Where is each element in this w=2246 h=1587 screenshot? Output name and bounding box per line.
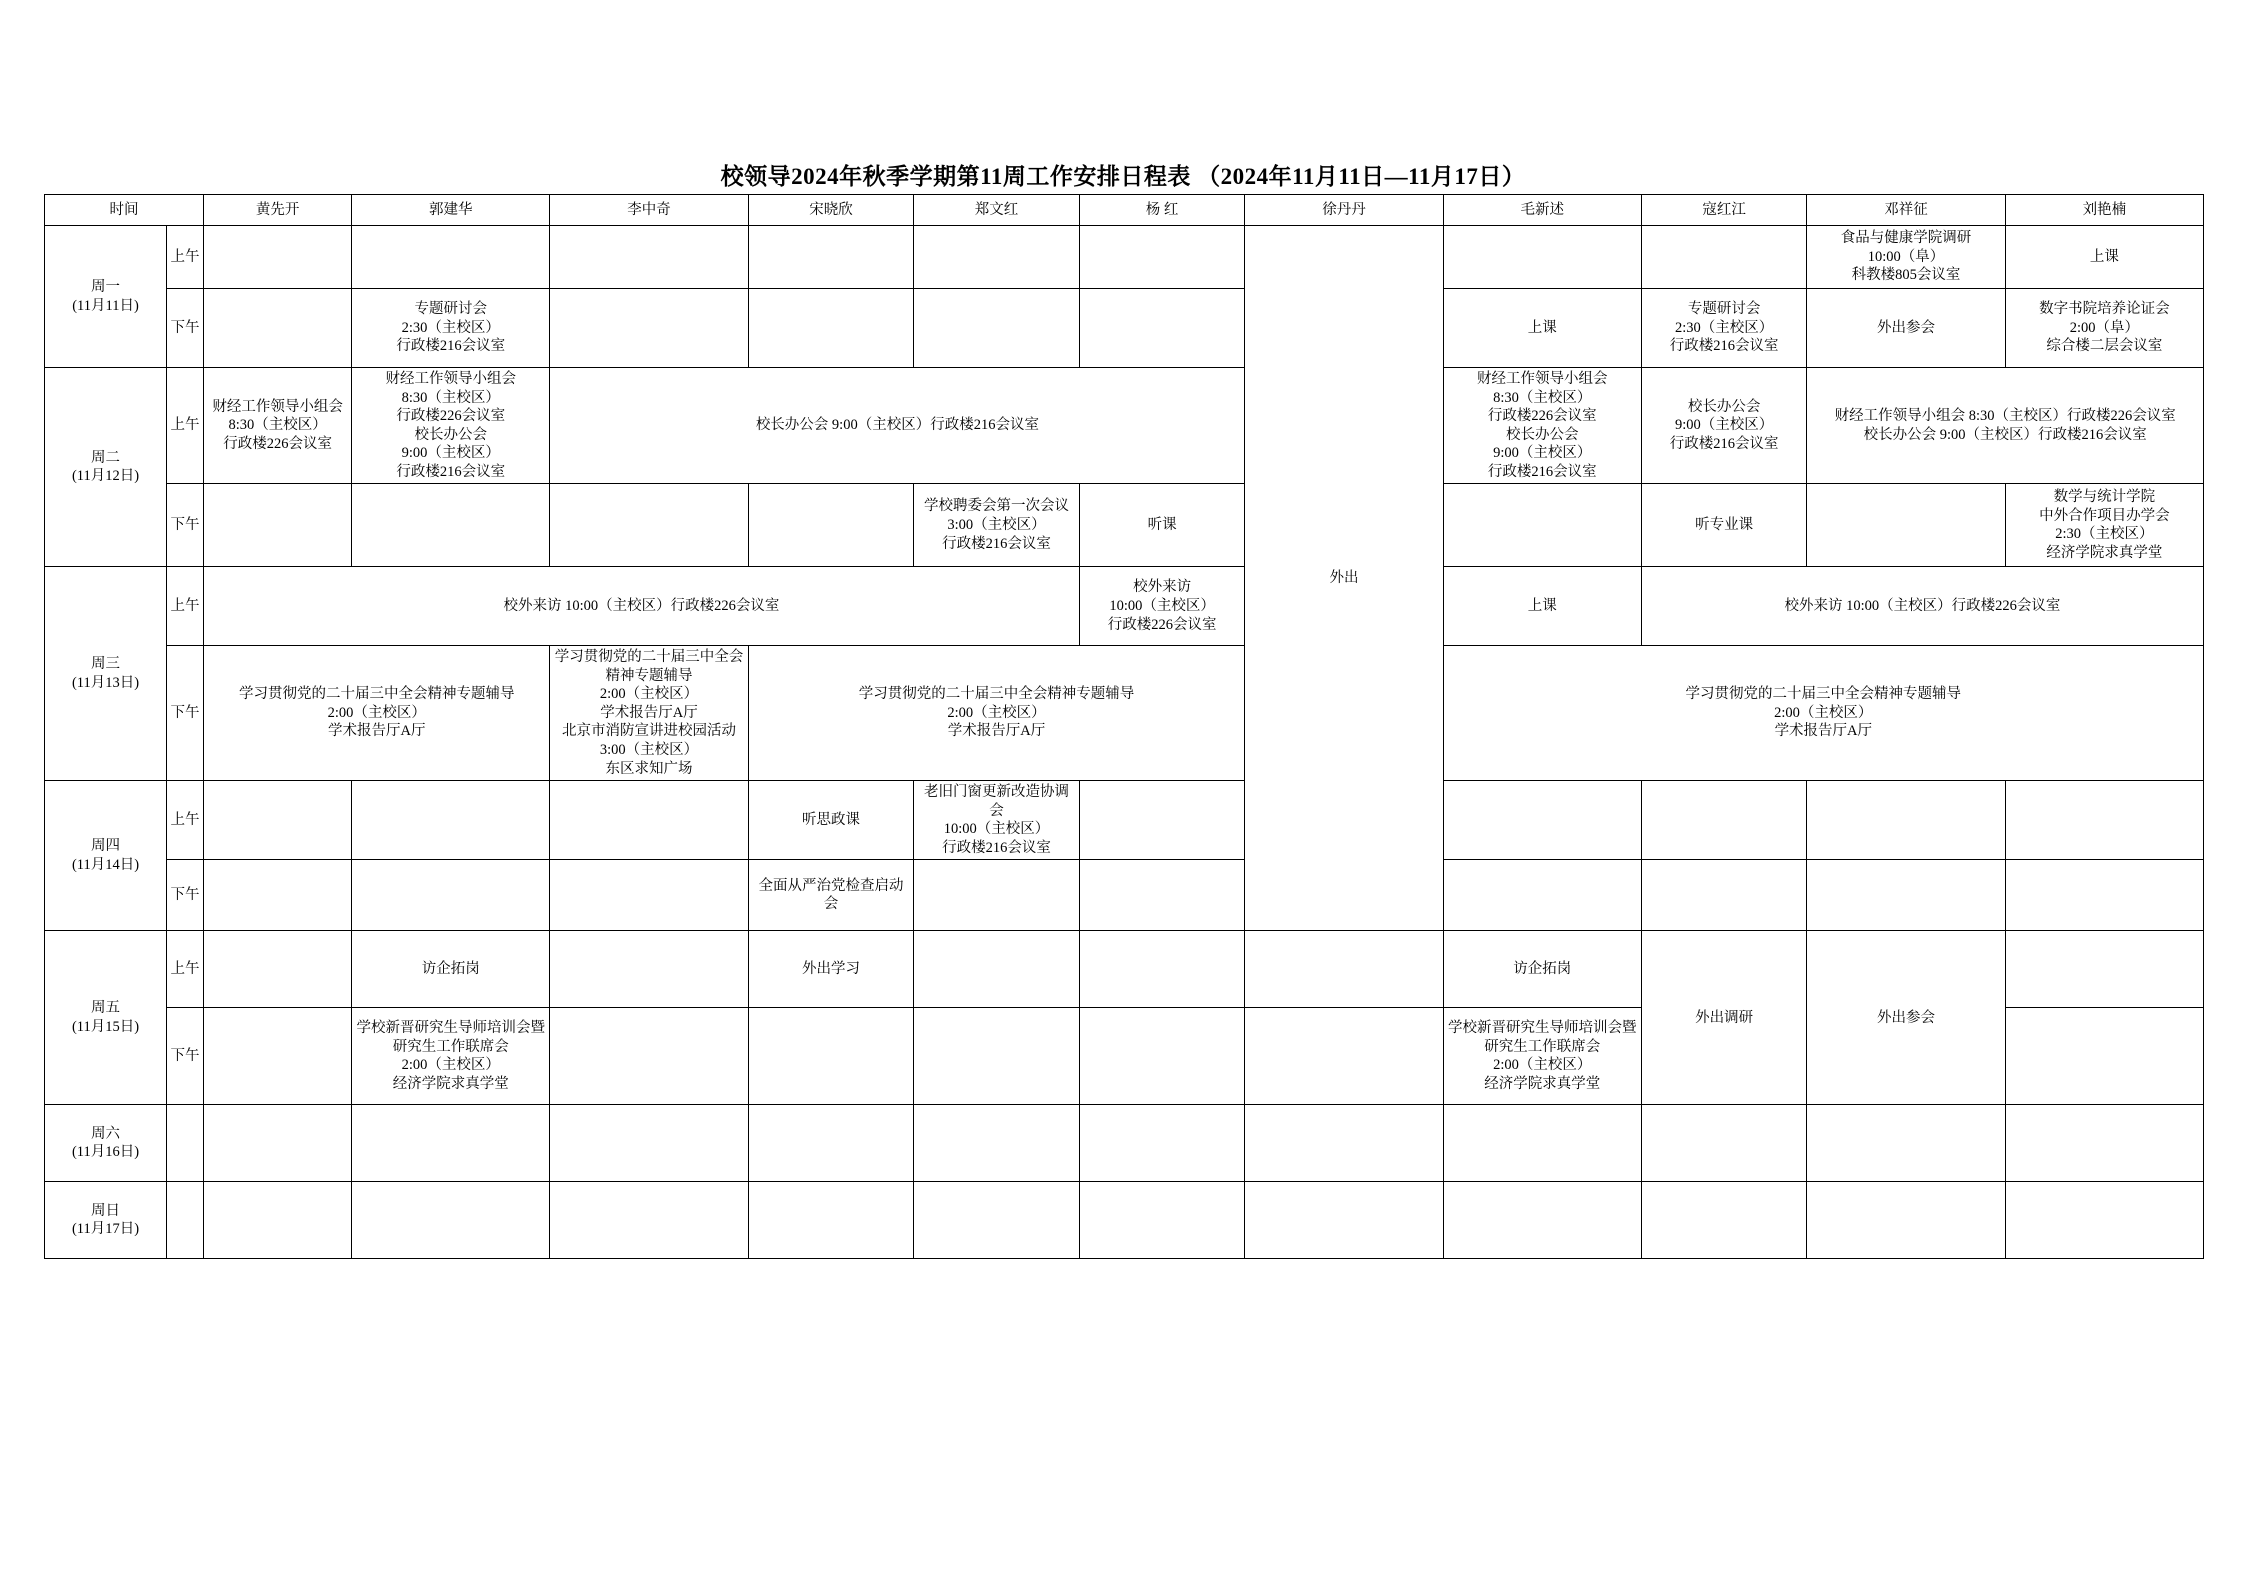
period-label-pm: 下午 — [167, 646, 204, 781]
cell-sat-lizhongqi — [550, 1105, 748, 1182]
cell-mon-pm-songxiaoxin — [748, 289, 914, 368]
cell-fri-am-lizhongqi — [550, 931, 748, 1008]
cell-sat-huangxiankai — [204, 1105, 352, 1182]
table-header-row — [45, 195, 2204, 226]
cell-sun-dengxiangzheng — [1807, 1182, 2005, 1259]
cell-thu-pm-yanghong — [1079, 860, 1245, 931]
table-row — [45, 781, 2204, 860]
cell-mon-pm-lizhongqi — [550, 289, 748, 368]
cell-mon-pm-zhengwenhong — [914, 289, 1080, 368]
cell-thu-am-maoxinshu — [1443, 781, 1641, 860]
cell-tue-am-huangxiankai: 财经工作领导小组会 8:30（主校区） 行政楼226会议室 — [204, 368, 352, 484]
cell-wed-am-visit-right: 校外来访 10:00（主校区）行政楼226会议室 — [1641, 567, 2203, 646]
cell-tue-am-presidents-meeting: 校长办公会 9:00（主校区）行政楼216会议室 — [550, 368, 1245, 484]
cell-fri-pm-zhengwenhong — [914, 1008, 1080, 1105]
column-header-kouhongjiang: 寇红江 — [1641, 195, 1807, 226]
day-name: 周二 — [91, 449, 120, 466]
cell-mon-am-lizhongqi — [550, 226, 748, 289]
cell-sat-zhengwenhong — [914, 1105, 1080, 1182]
cell-wed-pm-right-group: 学习贯彻党的二十届三中全会精神专题辅导 2:00（主校区） 学术报告厅A厅 — [1443, 646, 2203, 781]
cell-sun-guojianhua — [352, 1182, 550, 1259]
cell-mon-am-zhengwenhong — [914, 226, 1080, 289]
cell-tue-pm-liuyannan: 数学与统计学院 中外合作项目办学会 2:30（主校区） 经济学院求真学堂 — [2005, 484, 2203, 567]
period-label-pm: 下午 — [167, 1008, 204, 1105]
day-date: (11月14日) — [71, 856, 140, 873]
cell-sun-songxiaoxin — [748, 1182, 914, 1259]
day-label-thursday — [45, 781, 167, 931]
cell-tue-pm-guojianhua — [352, 484, 550, 567]
cell-tue-pm-kouhongjiang: 听专业课 — [1641, 484, 1807, 567]
day-name: 周三 — [91, 656, 120, 673]
cell-thu-am-guojianhua — [352, 781, 550, 860]
cell-thu-am-songxiaoxin: 听思政课 — [748, 781, 914, 860]
cell-thu-am-huangxiankai — [204, 781, 352, 860]
cell-wed-am-yanghong: 校外来访 10:00（主校区） 行政楼226会议室 — [1079, 567, 1245, 646]
cell-fri-am-zhengwenhong — [914, 931, 1080, 1008]
cell-fri-dengxiangzheng: 外出参会 — [1807, 931, 2005, 1105]
cell-mon-am-huangxiankai — [204, 226, 352, 289]
cell-mon-am-kouhongjiang — [1641, 226, 1807, 289]
cell-sun-kouhongjiang — [1641, 1182, 1807, 1259]
cell-fri-kouhongjiang: 外出调研 — [1641, 931, 1807, 1105]
column-header-dengxiangzheng: 邓祥征 — [1807, 195, 2005, 226]
cell-thu-am-liuyannan — [2005, 781, 2203, 860]
cell-tue-pm-songxiaoxin — [748, 484, 914, 567]
day-date: (11月12日) — [71, 468, 140, 485]
day-name: 周五 — [91, 1000, 120, 1017]
column-header-guojianhua: 郭建华 — [352, 195, 550, 226]
cell-tue-pm-huangxiankai — [204, 484, 352, 567]
cell-sat-dengxiangzheng — [1807, 1105, 2005, 1182]
cell-thu-am-dengxiangzheng — [1807, 781, 2005, 860]
table-row — [45, 289, 2204, 368]
cell-sat-songxiaoxin — [748, 1105, 914, 1182]
table-row — [45, 368, 2204, 484]
day-name: 周日 — [91, 1202, 120, 1219]
day-label-monday — [45, 226, 167, 368]
cell-mon-pm-huangxiankai — [204, 289, 352, 368]
page-title: 校领导2024年秋季学期第11周工作安排日程表 （2024年11月11日—11月17日） — [720, 164, 1526, 189]
cell-fri-am-xudandan — [1245, 931, 1443, 1008]
day-label-friday — [45, 931, 167, 1105]
cell-sat-yanghong — [1079, 1105, 1245, 1182]
cell-tue-am-dengxiangzheng: 财经工作领导小组会 8:30（主校区）行政楼226会议室 校长办公会 9:00（主校区）行政楼216会议室 — [1807, 368, 2204, 484]
cell-thu-pm-dengxiangzheng — [1807, 860, 2005, 931]
table-row — [45, 484, 2204, 567]
cell-fri-am-maoxinshu: 访企拓岗 — [1443, 931, 1641, 1008]
cell-tue-pm-lizhongqi — [550, 484, 748, 567]
cell-mon-pm-liuyannan: 数字书院培养论证会 2:00（阜） 综合楼二层会议室 — [2005, 289, 2203, 368]
cell-thu-am-yanghong — [1079, 781, 1245, 860]
cell-mon-am-guojianhua — [352, 226, 550, 289]
cell-thu-pm-maoxinshu — [1443, 860, 1641, 931]
period-label-am: 上午 — [167, 368, 204, 484]
table-row — [45, 931, 2204, 1008]
cell-mon-am-dengxiangzheng: 食品与健康学院调研 10:00（阜） 科教楼805会议室 — [1807, 226, 2005, 289]
cell-sun-lizhongqi — [550, 1182, 748, 1259]
cell-wed-pm-left-group: 学习贯彻党的二十届三中全会精神专题辅导 2:00（主校区） 学术报告厅A厅 — [204, 646, 550, 781]
cell-fri-pm-huangxiankai — [204, 1008, 352, 1105]
cell-sun-zhengwenhong — [914, 1182, 1080, 1259]
cell-thu-pm-songxiaoxin: 全面从严治党检查启动会 — [748, 860, 914, 931]
table-row — [45, 567, 2204, 646]
column-header-huangxiankai: 黄先开 — [204, 195, 352, 226]
cell-wed-am-maoxinshu: 上课 — [1443, 567, 1641, 646]
cell-thu-pm-huangxiankai — [204, 860, 352, 931]
cell-thu-am-lizhongqi — [550, 781, 748, 860]
cell-thu-am-zhengwenhong: 老旧门窗更新改造协调会 10:00（主校区） 行政楼216会议室 — [914, 781, 1080, 860]
column-header-songxiaoxin: 宋晓欣 — [748, 195, 914, 226]
cell-tue-pm-yanghong: 听课 — [1079, 484, 1245, 567]
cell-sun-yanghong — [1079, 1182, 1245, 1259]
table-row — [45, 1182, 2204, 1259]
cell-fri-am-guojianhua: 访企拓岗 — [352, 931, 550, 1008]
cell-mon-pm-guojianhua: 专题研讨会 2:30（主校区） 行政楼216会议室 — [352, 289, 550, 368]
cell-sun-huangxiankai — [204, 1182, 352, 1259]
cell-sat-kouhongjiang — [1641, 1105, 1807, 1182]
column-header-xudandan: 徐丹丹 — [1245, 195, 1443, 226]
cell-fri-pm-songxiaoxin — [748, 1008, 914, 1105]
cell-fri-pm-maoxinshu: 学校新晋研究生导师培训会暨 研究生工作联席会 2:00（主校区） 经济学院求真学堂 — [1443, 1008, 1641, 1105]
cell-sat-liuyannan — [2005, 1105, 2203, 1182]
cell-fri-pm-yanghong — [1079, 1008, 1245, 1105]
day-label-saturday — [45, 1105, 167, 1182]
period-label-am: 上午 — [167, 567, 204, 646]
cell-thu-pm-kouhongjiang — [1641, 860, 1807, 931]
cell-tue-am-kouhongjiang: 校长办公会 9:00（主校区） 行政楼216会议室 — [1641, 368, 1807, 484]
column-header-maoxinshu: 毛新述 — [1443, 195, 1641, 226]
period-label-pm: 下午 — [167, 484, 204, 567]
cell-sat-maoxinshu — [1443, 1105, 1641, 1182]
period-label-am: 上午 — [167, 226, 204, 289]
day-date: (11月16日) — [71, 1144, 140, 1161]
cell-thu-am-kouhongjiang — [1641, 781, 1807, 860]
day-label-sunday — [45, 1182, 167, 1259]
cell-fri-am-songxiaoxin: 外出学习 — [748, 931, 914, 1008]
cell-xudandan-out: 外出 — [1245, 226, 1443, 931]
day-date: (11月15日) — [71, 1018, 140, 1035]
cell-mon-pm-yanghong — [1079, 289, 1245, 368]
period-label-am: 上午 — [167, 931, 204, 1008]
period-label-pm: 下午 — [167, 860, 204, 931]
cell-mon-pm-dengxiangzheng: 外出参会 — [1807, 289, 2005, 368]
cell-tue-am-maoxinshu: 财经工作领导小组会 8:30（主校区） 行政楼226会议室 校长办公会 9:00（主校区） 行政楼216会议室 — [1443, 368, 1641, 484]
cell-wed-pm-mid-group: 学习贯彻党的二十届三中全会精神专题辅导 2:00（主校区） 学术报告厅A厅 — [748, 646, 1245, 781]
cell-sun-xudandan — [1245, 1182, 1443, 1259]
day-name: 周一 — [91, 278, 120, 295]
day-date: (11月13日) — [71, 674, 140, 691]
cell-fri-am-liuyannan — [2005, 931, 2203, 1008]
cell-thu-pm-liuyannan — [2005, 860, 2203, 931]
day-date: (11月11日) — [72, 297, 139, 314]
cell-tue-pm-dengxiangzheng — [1807, 484, 2005, 567]
day-name: 周四 — [91, 838, 120, 855]
cell-wed-am-visit-left: 校外来访 10:00（主校区）行政楼226会议室 — [204, 567, 1080, 646]
period-label-sunday — [167, 1182, 204, 1259]
cell-sun-maoxinshu — [1443, 1182, 1641, 1259]
cell-sun-liuyannan — [2005, 1182, 2203, 1259]
cell-tue-pm-zhengwenhong: 学校聘委会第一次会议 3:00（主校区） 行政楼216会议室 — [914, 484, 1080, 567]
cell-sat-guojianhua — [352, 1105, 550, 1182]
day-label-wednesday — [45, 567, 167, 781]
cell-fri-pm-lizhongqi — [550, 1008, 748, 1105]
table-row — [45, 860, 2204, 931]
cell-sat-xudandan — [1245, 1105, 1443, 1182]
cell-thu-pm-guojianhua — [352, 860, 550, 931]
cell-mon-am-yanghong — [1079, 226, 1245, 289]
day-label-tuesday — [45, 368, 167, 567]
cell-fri-pm-liuyannan — [2005, 1008, 2203, 1105]
table-row — [45, 1105, 2204, 1182]
period-label-pm: 下午 — [167, 289, 204, 368]
table-row — [45, 646, 2204, 781]
day-date: (11月17日) — [71, 1221, 140, 1238]
cell-wed-pm-lizhongqi: 学习贯彻党的二十届三中全会 精神专题辅导 2:00（主校区） 学术报告厅A厅 北京市消防宣讲进校园活动 3:00（主校区） 东区求知广场 — [550, 646, 748, 781]
column-header-liuyannan: 刘艳楠 — [2005, 195, 2203, 226]
table-row — [45, 226, 2204, 289]
cell-tue-am-guojianhua: 财经工作领导小组会 8:30（主校区） 行政楼226会议室 校长办公会 9:00（主校区） 行政楼216会议室 — [352, 368, 550, 484]
cell-tue-pm-maoxinshu — [1443, 484, 1641, 567]
column-header-zhengwenhong: 郑文红 — [914, 195, 1080, 226]
schedule-table — [44, 194, 2204, 1259]
cell-mon-pm-kouhongjiang: 专题研讨会 2:30（主校区） 行政楼216会议室 — [1641, 289, 1807, 368]
cell-fri-am-huangxiankai — [204, 931, 352, 1008]
day-name: 周六 — [91, 1125, 120, 1142]
column-header-lizhongqi: 李中奇 — [550, 195, 748, 226]
period-label-am: 上午 — [167, 781, 204, 860]
cell-mon-am-songxiaoxin — [748, 226, 914, 289]
column-header-time: 时间 — [45, 195, 204, 226]
period-label-saturday — [167, 1105, 204, 1182]
column-header-yanghong: 杨 红 — [1079, 195, 1245, 226]
cell-mon-am-maoxinshu — [1443, 226, 1641, 289]
cell-thu-pm-zhengwenhong — [914, 860, 1080, 931]
cell-fri-am-yanghong — [1079, 931, 1245, 1008]
cell-fri-pm-xudandan — [1245, 1008, 1443, 1105]
cell-fri-pm-guojianhua: 学校新晋研究生导师培训会暨 研究生工作联席会 2:00（主校区） 经济学院求真学堂 — [352, 1008, 550, 1105]
cell-thu-pm-lizhongqi — [550, 860, 748, 931]
cell-mon-pm-maoxinshu: 上课 — [1443, 289, 1641, 368]
cell-mon-am-liuyannan: 上课 — [2005, 226, 2203, 289]
